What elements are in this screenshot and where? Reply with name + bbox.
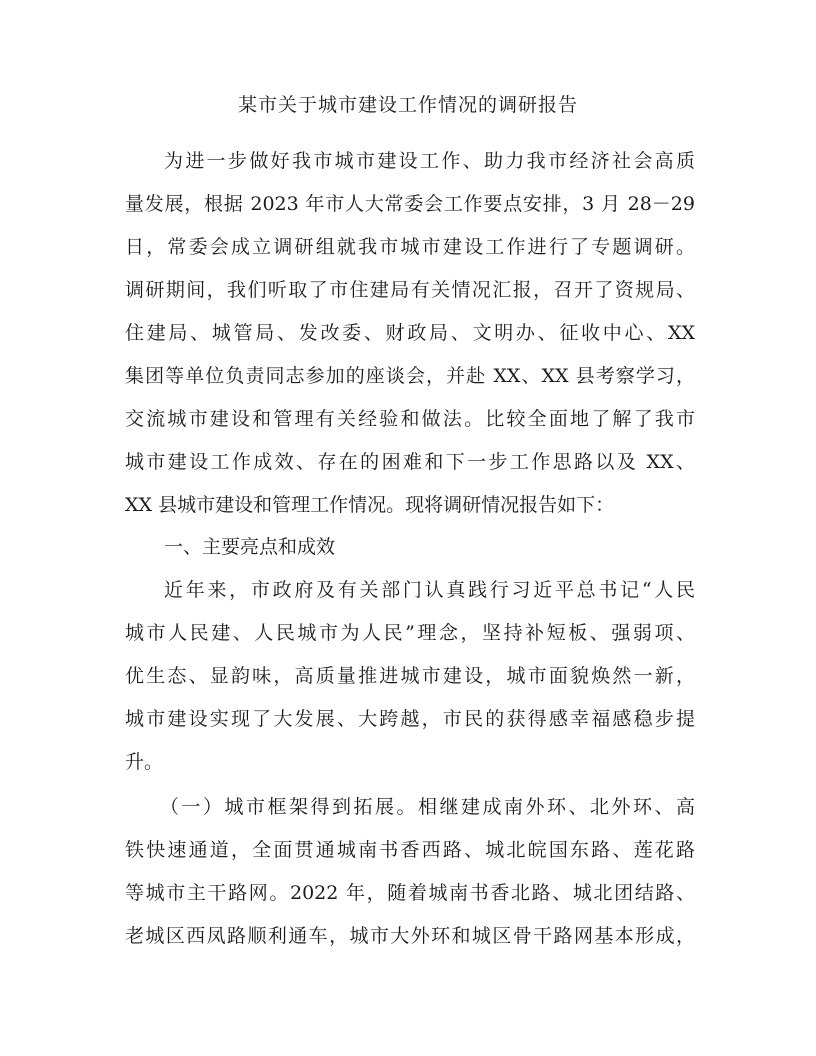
paragraph-line: 升。: [125, 751, 164, 773]
paragraph-line: 铁快速通道，全面贯通城南书香西路、城北皖国东路、莲花路: [125, 839, 695, 861]
paragraph-line: 住建局、城管局、发改委、财政局、文明办、征收中心、XX: [125, 322, 695, 344]
section-heading: 一、主要亮点和成效: [164, 536, 336, 558]
paragraph-line: 调研期间，我们听取了市住建局有关情况汇报，召开了资规局、: [125, 279, 695, 301]
paragraph-line: XX 县城市建设和管理工作情况。现将调研情况报告如下：: [125, 494, 615, 516]
paragraph-line: 为进一步做好我市城市建设工作、助力我市经济社会高质: [164, 150, 695, 172]
paragraph-line: 量发展，根据 2023 年市人大常委会工作要点安排，3 月 28－29: [125, 193, 695, 215]
paragraph-line: 老城区西凤路顺利通车，城市大外环和城区骨干路网基本形成，: [125, 925, 695, 947]
paragraph-line: 优生态、显韵味，高质量推进城市建设，城市面貌焕然一新，: [125, 665, 695, 687]
document-title: 某市关于城市建设工作情况的调研报告: [237, 94, 578, 116]
paragraph-line: 等城市主干路网。2022 年，随着城南书香北路、城北团结路、: [125, 882, 695, 904]
paragraph-line: 集团等单位负责同志参加的座谈会，并赴 XX、XX 县考察学习，: [125, 365, 695, 387]
paragraph-line: （一）城市框架得到拓展。相继建成南外环、北外环、高: [160, 796, 695, 818]
paragraph-line: 城市建设实现了大发展、大跨越，市民的获得感幸福感稳步提: [125, 708, 695, 730]
paragraph-line: 交流城市建设和管理有关经验和做法。比较全面地了解了我市: [125, 408, 695, 430]
paragraph-line: 近年来，市政府及有关部门认真践行习近平总书记“人民: [164, 579, 695, 601]
paragraph-line: 城市人民建、人民城市为人民”理念，坚持补短板、强弱项、: [125, 622, 695, 644]
paragraph-line: 日，常委会成立调研组就我市城市建设工作进行了专题调研。: [125, 236, 695, 258]
paragraph-line: 城市建设工作成效、存在的困难和下一步工作思路以及 XX、: [125, 451, 695, 473]
